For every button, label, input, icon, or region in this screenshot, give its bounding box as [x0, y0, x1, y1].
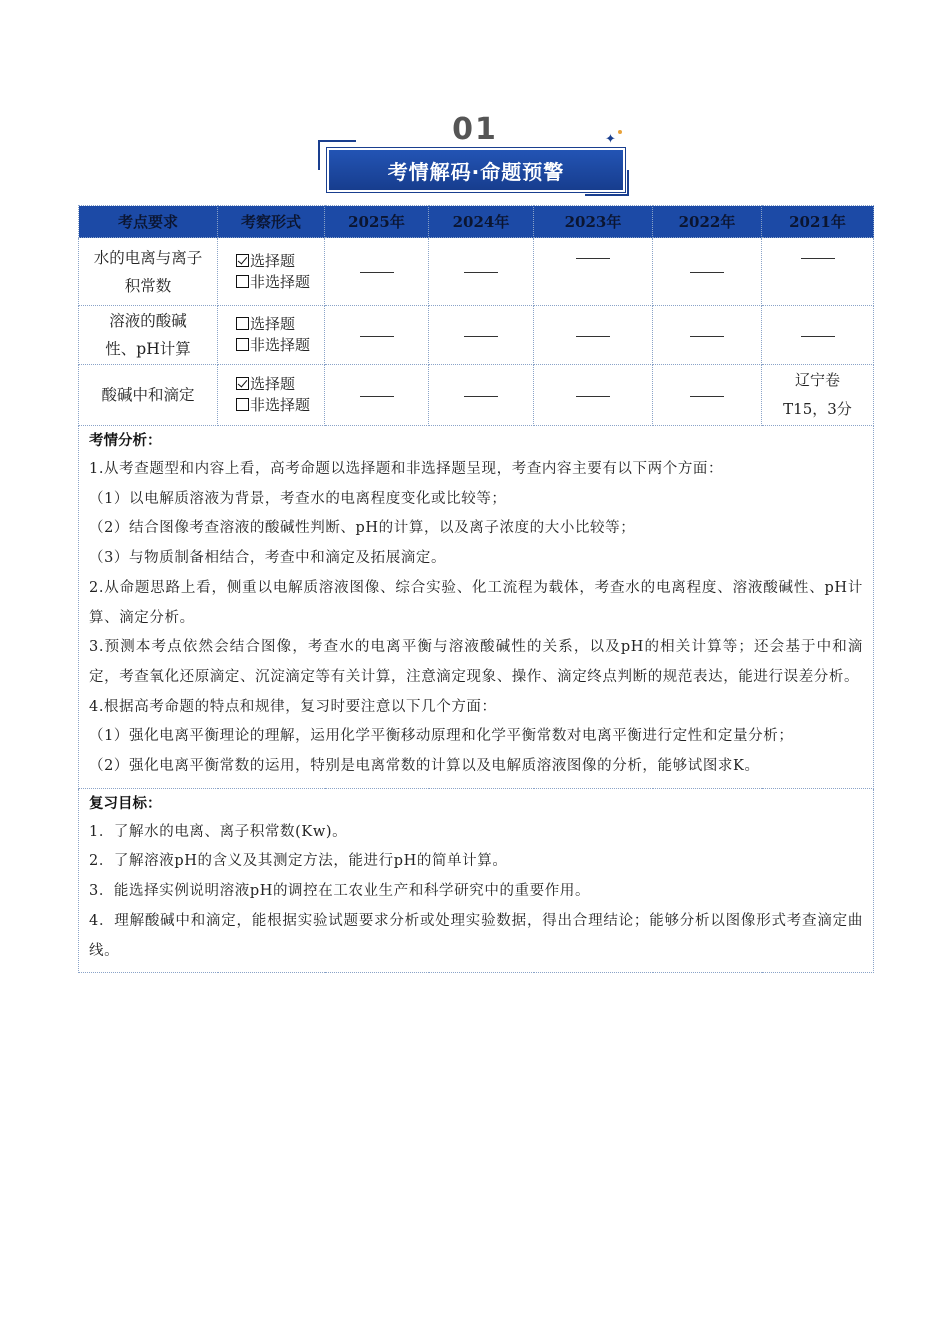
- header-cell: 考察形式: [218, 206, 325, 238]
- year-cell: [762, 238, 874, 306]
- topic-cell: [79, 365, 218, 426]
- topic-cell: [79, 238, 218, 306]
- goal-item: 4．理解酸碱中和滴定，能根据实验试题要求分析或处理实验数据，得出合理结论；能够分析以图像形式考查滴定曲线。: [89, 912, 863, 959]
- header-cell: 2021年: [762, 206, 874, 238]
- year-cell: [534, 238, 653, 306]
- dash-mark: [360, 396, 394, 397]
- year-cell: [429, 306, 534, 365]
- goal-item: 1．了解水的电离、离子积常数(Kw)。: [89, 823, 348, 840]
- checked-box-icon: [236, 377, 249, 390]
- choice-option: 选择题: [236, 314, 324, 335]
- year-note-cell: [762, 365, 874, 426]
- analysis-paragraph: （1）强化电离平衡理论的理解，运用化学平衡移动原理和化学平衡常数对电离平衡进行定性和定量分析；: [89, 728, 794, 745]
- dash-mark: [576, 336, 610, 337]
- topic-cell: [79, 306, 218, 365]
- dash-mark: [464, 272, 498, 273]
- note-text: 辽宁卷: [794, 371, 840, 389]
- dash-mark: [464, 336, 498, 337]
- topic-text: 水的电离与离子: [93, 248, 203, 267]
- year-cell: [653, 306, 762, 365]
- goals-heading: 复习目标：: [89, 795, 162, 812]
- checked-box-icon: [236, 254, 249, 267]
- topic-text: 积常数: [124, 276, 172, 295]
- dash-mark: [360, 336, 394, 337]
- year-cell: [534, 365, 653, 426]
- year-cell: [429, 238, 534, 306]
- dash-mark: [690, 396, 724, 397]
- topic-text: 性、pH计算: [105, 340, 191, 358]
- topic-text: 溶液的酸碱: [109, 312, 187, 330]
- dash-mark: [801, 336, 835, 337]
- dash-mark: [576, 396, 610, 397]
- exam-analysis-table: [78, 205, 874, 973]
- form-cell: [218, 306, 325, 365]
- year-cell: [325, 238, 429, 306]
- year-cell: [429, 365, 534, 426]
- analysis-paragraph: 4.根据高考命题的特点和规律，复习时要注意以下几个方面：: [89, 698, 497, 715]
- analysis-paragraph: （1）以电解质溶液为背景，考查水的电离程度变化或比较等；: [89, 490, 507, 507]
- goals-section: [79, 788, 874, 973]
- header-cell: 2023年: [534, 206, 653, 238]
- year-cell: [325, 306, 429, 365]
- analysis-paragraph: 2.从命题思路上看，侧重以电解质溶液图像、综合实验、化工流程为载体，考查水的电离程度、溶液酸碱性、pH计算、滴定分析。: [89, 579, 863, 626]
- year-cell: [325, 365, 429, 426]
- dash-mark: [690, 336, 724, 337]
- dot-icon: [618, 130, 622, 134]
- table-row: [79, 238, 874, 306]
- analysis-paragraph: 1.从考查题型和内容上看，高考命题以选择题和非选择题呈现，考查内容主要有以下两个方面：: [89, 461, 724, 477]
- banner-title-box: [327, 148, 625, 192]
- checkbox-icon: [236, 338, 249, 351]
- form-cell: [218, 365, 325, 426]
- topic-text: 酸碱中和滴定: [101, 386, 195, 404]
- checkbox-icon: [236, 275, 249, 288]
- dash-mark: [690, 272, 724, 273]
- table-row: [79, 365, 874, 426]
- dash-mark: [801, 258, 835, 259]
- checkbox-icon: [236, 398, 249, 411]
- sparkle-icon: ✦: [605, 132, 616, 147]
- dash-mark: [576, 258, 610, 259]
- checkbox-icon: [236, 317, 249, 330]
- analysis-heading: 考情分析：: [89, 433, 162, 449]
- year-cell: [534, 306, 653, 365]
- section-number: 01: [452, 112, 498, 147]
- analysis-paragraph: 3.预测本考点依然会结合图像，考查水的电离平衡与溶液酸碱性的关系，以及pH的相关计算等；还会基于中和滴定，考查氧化还原滴定、沉淀滴定等有关计算，注意滴定现象、操作、滴定终点判断的规范表达，能进行误差分析。: [89, 639, 863, 685]
- table-header-row: [79, 206, 874, 238]
- dash-mark: [464, 396, 498, 397]
- nonchoice-option: 非选择题: [236, 395, 324, 416]
- goal-item: 2．了解溶液pH的含义及其测定方法，能进行pH的简单计算。: [89, 853, 508, 870]
- analysis-paragraph: （2）结合图像考查溶液的酸碱性判断、pH的计算，以及离子浓度的大小比较等；: [89, 520, 636, 537]
- header-cell: 2022年: [653, 206, 762, 238]
- analysis-paragraph: （2）强化电离平衡常数的运用，特别是电离常数的计算以及电解质溶液图像的分析，能够试图求K。: [89, 758, 760, 775]
- form-cell: [218, 238, 325, 306]
- dash-mark: [360, 272, 394, 273]
- header-cell: 2024年: [429, 206, 534, 238]
- year-cell: [653, 365, 762, 426]
- analysis-paragraph: （3）与物质制备相结合，考查中和滴定及拓展滴定。: [89, 550, 447, 567]
- header-cell: 考点要求: [79, 206, 218, 238]
- goal-item: 3．能选择实例说明溶液pH的调控在工农业生产和科学研究中的重要作用。: [89, 883, 591, 900]
- header-cell: 2025年: [325, 206, 429, 238]
- choice-option: 选择题: [236, 251, 324, 272]
- nonchoice-option: 非选择题: [236, 335, 324, 356]
- banner-title: 考情解码·命题预警: [387, 159, 565, 184]
- section-banner: [315, 110, 635, 200]
- table-row: [79, 306, 874, 365]
- year-cell: [653, 238, 762, 306]
- choice-option: 选择题: [236, 374, 324, 395]
- year-cell: [762, 306, 874, 365]
- note-text: T15，3分: [783, 400, 852, 418]
- nonchoice-option: 非选择题: [236, 272, 324, 293]
- analysis-section: [79, 426, 874, 789]
